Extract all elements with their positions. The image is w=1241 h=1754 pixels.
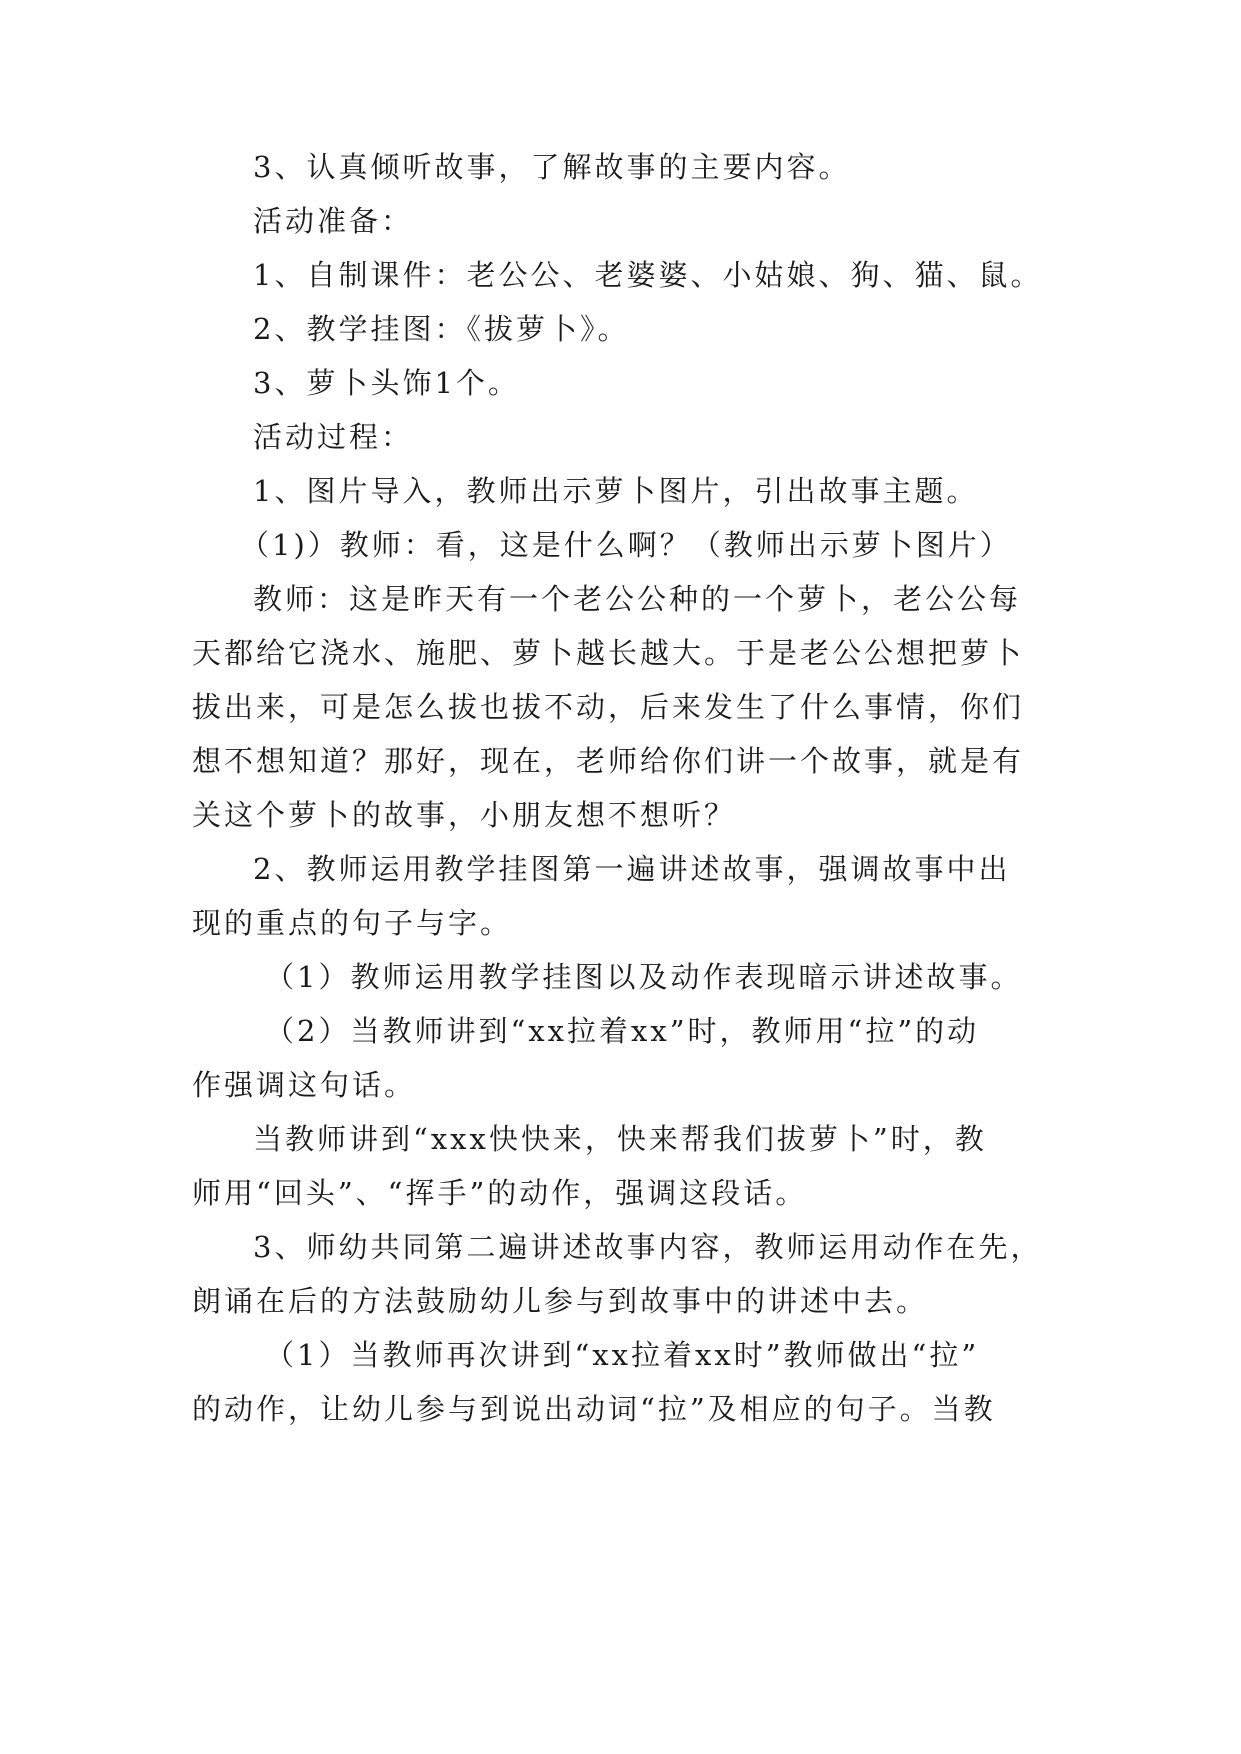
text-line: 3、认真倾听故事，了解故事的主要内容。 — [253, 150, 851, 184]
text-line: 师用“回头”、“挥手”的动作，强调这段话。 — [192, 1176, 808, 1210]
text-line: 天都给它浇水、施肥、萝卜越长越大。于是老公公想把萝卜 — [192, 636, 1025, 670]
text-line: 2、教学挂图：《拔萝卜》。 — [253, 312, 630, 346]
text-line: 朗诵在后的方法鼓励幼儿参与到故事中的讲述中去。 — [192, 1284, 929, 1318]
text-line: （1）教师运用教学挂图以及动作表现暗示讲述故事。 — [265, 960, 1023, 994]
text-line: 现的重点的句子与字。 — [192, 906, 513, 940]
text-line: （1）当教师再次讲到“xx拉着xx时”教师做出“拉” — [265, 1338, 980, 1372]
text-line: 3、师幼共同第二遍讲述故事内容，教师运用动作在先， — [253, 1230, 1043, 1264]
text-line: 教师：这是昨天有一个老公公种的一个萝卜，老公公每 — [253, 582, 1022, 616]
text-line: 2、教师运用教学挂图第一遍讲述故事，强调故事中出 — [253, 852, 1011, 886]
text-line: 1、图片导入，教师出示萝卜图片，引出故事主题。 — [253, 474, 979, 508]
text-line: 3、萝卜头饰1个。 — [253, 366, 520, 400]
text-line: （1)）教师：看，这是什么啊？（教师出示萝卜图片） — [240, 528, 1012, 562]
text-line: 作强调这句话。 — [192, 1068, 417, 1102]
section-heading: 活动准备： — [253, 204, 414, 238]
section-heading: 活动过程： — [253, 420, 414, 454]
text-line: 关这个萝卜的故事，小朋友想不想听？ — [192, 798, 737, 832]
text-line: 当教师讲到“xxx快快来，快来帮我们拔萝卜”时，教 — [253, 1122, 987, 1156]
text-line: （2）当教师讲到“xx拉着xx”时，教师用“拉”的动 — [265, 1014, 980, 1048]
text-line: 的动作，让幼儿参与到说出动词“拉”及相应的句子。当教 — [192, 1392, 996, 1426]
text-line: 1、自制课件：老公公、老婆婆、小姑娘、狗、猫、鼠。 — [253, 258, 1043, 292]
text-line: 拔出来，可是怎么拔也拔不动，后来发生了什么事情，你们 — [192, 690, 1025, 724]
text-line: 想不想知道？那好，现在，老师给你们讲一个故事，就是有 — [192, 744, 1025, 778]
